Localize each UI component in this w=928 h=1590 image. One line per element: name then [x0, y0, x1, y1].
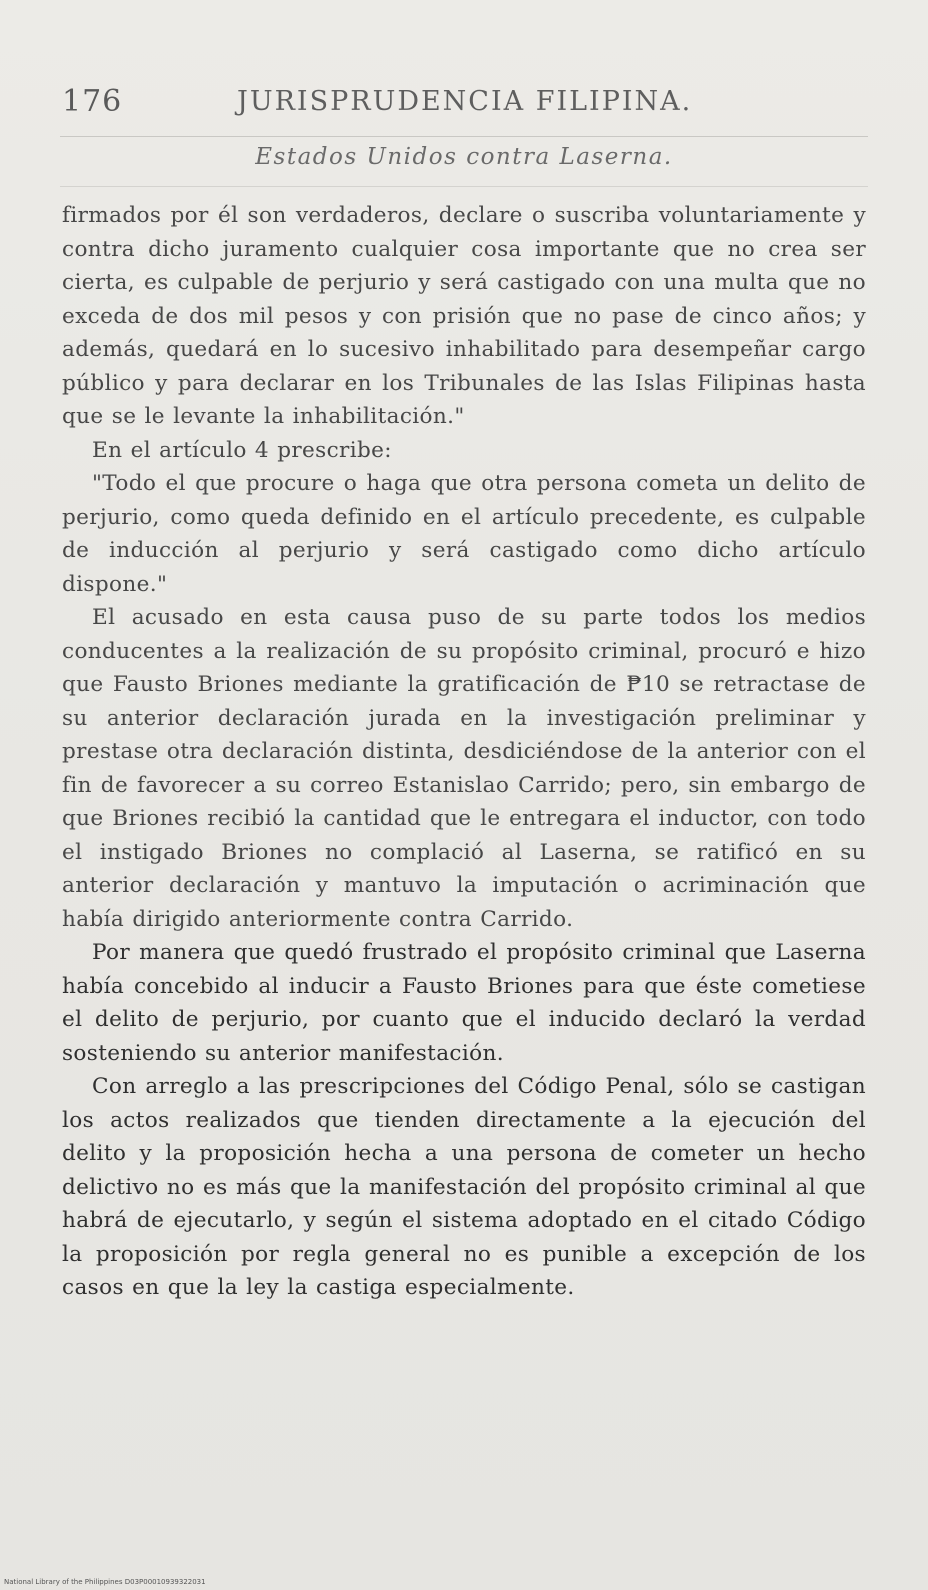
- case-title-rule: [60, 186, 868, 187]
- page-number: 176: [62, 84, 123, 119]
- paragraph-frustrated: Por manera que quedó frustrado el propósito criminal que Laserna había concebido al inducir a Fausto Briones para que éste cometiese el delito de perjurio, por cuanto que el inducido declaró la verdad sosteniendo su anterior manifestación.: [62, 940, 866, 1066]
- paragraph-penal-code: Con arreglo a las prescripciones del Código Penal, sólo se castigan los actos realizados que tienden directamente a la ejecución del delito y la proposición hecha a una persona de cometer un hecho delictivo no es más que la manifestación del propósito criminal al que habrá de ejecutarlo, y según el sistema adoptado en el citado Código la proposición por regla general no es punible a excepción de los casos en que la ley la castiga especialmente.: [62, 1074, 866, 1300]
- header-rule: [60, 136, 868, 137]
- paragraph-article-4: En el artículo 4 prescribe:: [92, 437, 392, 463]
- body-text: [62, 199, 866, 1305]
- running-header: [62, 84, 868, 128]
- scan-credit: National Library of the Philippines D03P00010939322031: [4, 1578, 206, 1586]
- journal-title: JURISPRUDENCIA FILIPINA.: [237, 86, 693, 117]
- paragraph-accused: El acusado en esta causa puso de su parte todos los medios conducentes a la realización de su propósito criminal, procuró e hizo que Fausto Briones mediante la gratificación de ₱10 se retractase de su anterior declaración jurada en la investigación preliminar y prestase otra declaración distinta, desdiciéndose de la anterior con el fin de favorecer a su correo Estanislao Carrido; pero, sin embargo de que Briones recibió la cantidad que le entregara el inductor, con todo el instigado Briones no complació al Laserna, se ratificó en su anterior declaración y mantuvo la imputación o acriminación que había dirigido anteriormente contra Carrido.: [62, 605, 866, 932]
- paragraph-continuation: firmados por él son verdaderos, declare o suscriba voluntariamente y contra dicho juramento cualquier cosa importante que no crea ser cierta, es culpable de perjurio y será castigado con una multa que no exceda de dos mil pesos y con prisión que no pase de cinco años; y además, quedará en lo sucesivo inhabilitado para desempeñar cargo público y para declarar en los Tribunales de las Islas Filipinas hasta que se le levante la inhabilitación.": [62, 203, 866, 429]
- paragraph-quote: "Todo el que procure o haga que otra persona cometa un delito de perjurio, como queda definido en el artículo precedente, es culpable de inducción al perjurio y será castigado como dicho artículo dispone.": [62, 471, 866, 597]
- case-title: Estados Unidos contra Laserna.: [255, 144, 673, 170]
